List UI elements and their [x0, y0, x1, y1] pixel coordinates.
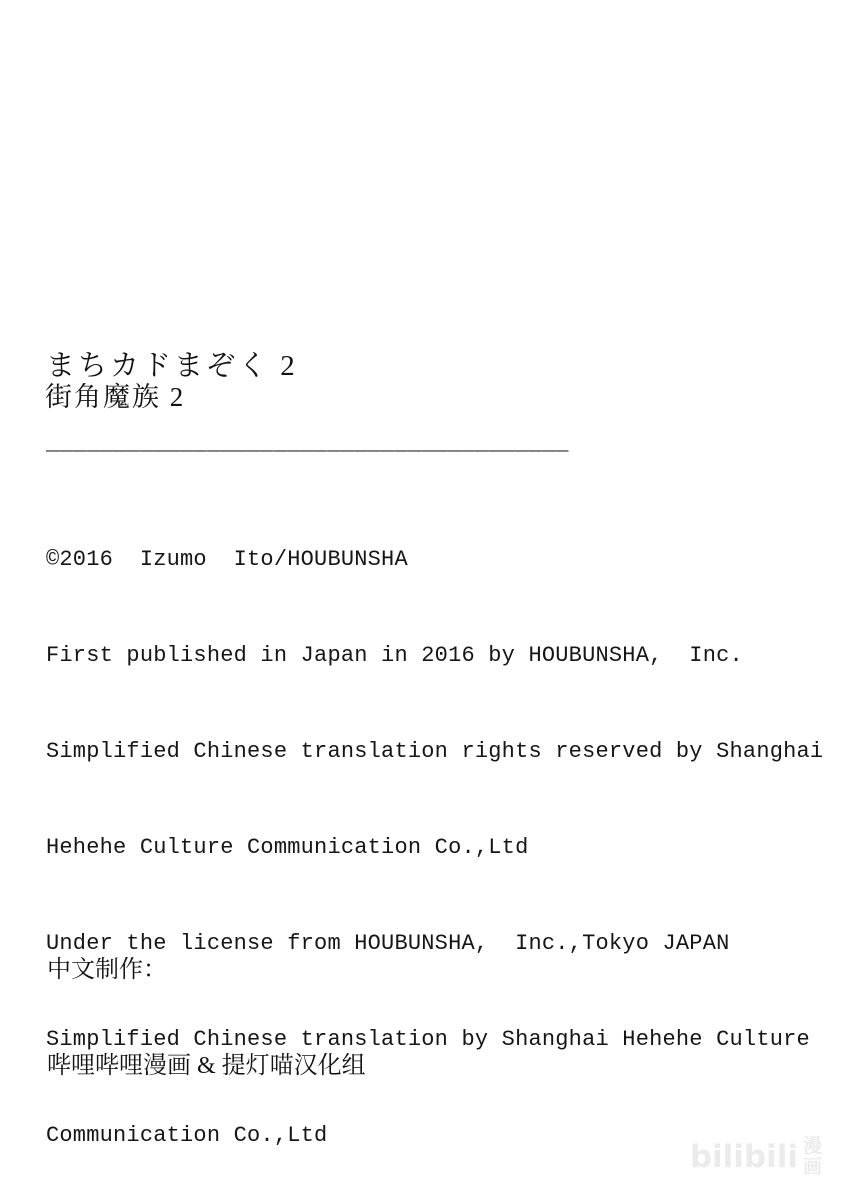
copyright-line: First published in Japan in 2016 by HOUBUNSHA, Inc.	[46, 643, 743, 668]
manga-suffix-bottom-char: 画	[802, 1156, 822, 1178]
copyright-line: Communication Co.,Ltd	[46, 1123, 328, 1148]
title-chinese: 街角魔族 2	[45, 382, 186, 412]
divider-line: _______________________________________	[46, 431, 569, 456]
credits-heading: 中文制作：	[47, 957, 167, 983]
bilibili-manga-watermark	[690, 1136, 822, 1178]
copyright-line: Simplified Chinese translation by Shanghai Hehehe Culture	[46, 1027, 810, 1052]
copyright-line: Simplified Chinese translation rights reserved by Shanghai	[46, 739, 824, 764]
credits-block	[47, 890, 366, 1146]
copyright-line: Under the license from HOUBUNSHA, Inc.,Tokyo JAPAN	[46, 931, 730, 956]
copyright-line: Hehehe Culture Communication Co.,Ltd	[46, 835, 529, 860]
manga-suffix	[803, 1136, 822, 1178]
manga-suffix-top-char: 漫	[802, 1135, 822, 1157]
title-japanese: まちカドまぞく 2	[46, 350, 298, 382]
copyright-line: ©2016 Izumo Ito/HOUBUNSHA	[46, 547, 408, 572]
bilibili-logo-text: bilibili	[689, 1138, 798, 1175]
credits-team: 哔哩哔哩漫画 & 提灯喵汉化组	[47, 1053, 366, 1079]
